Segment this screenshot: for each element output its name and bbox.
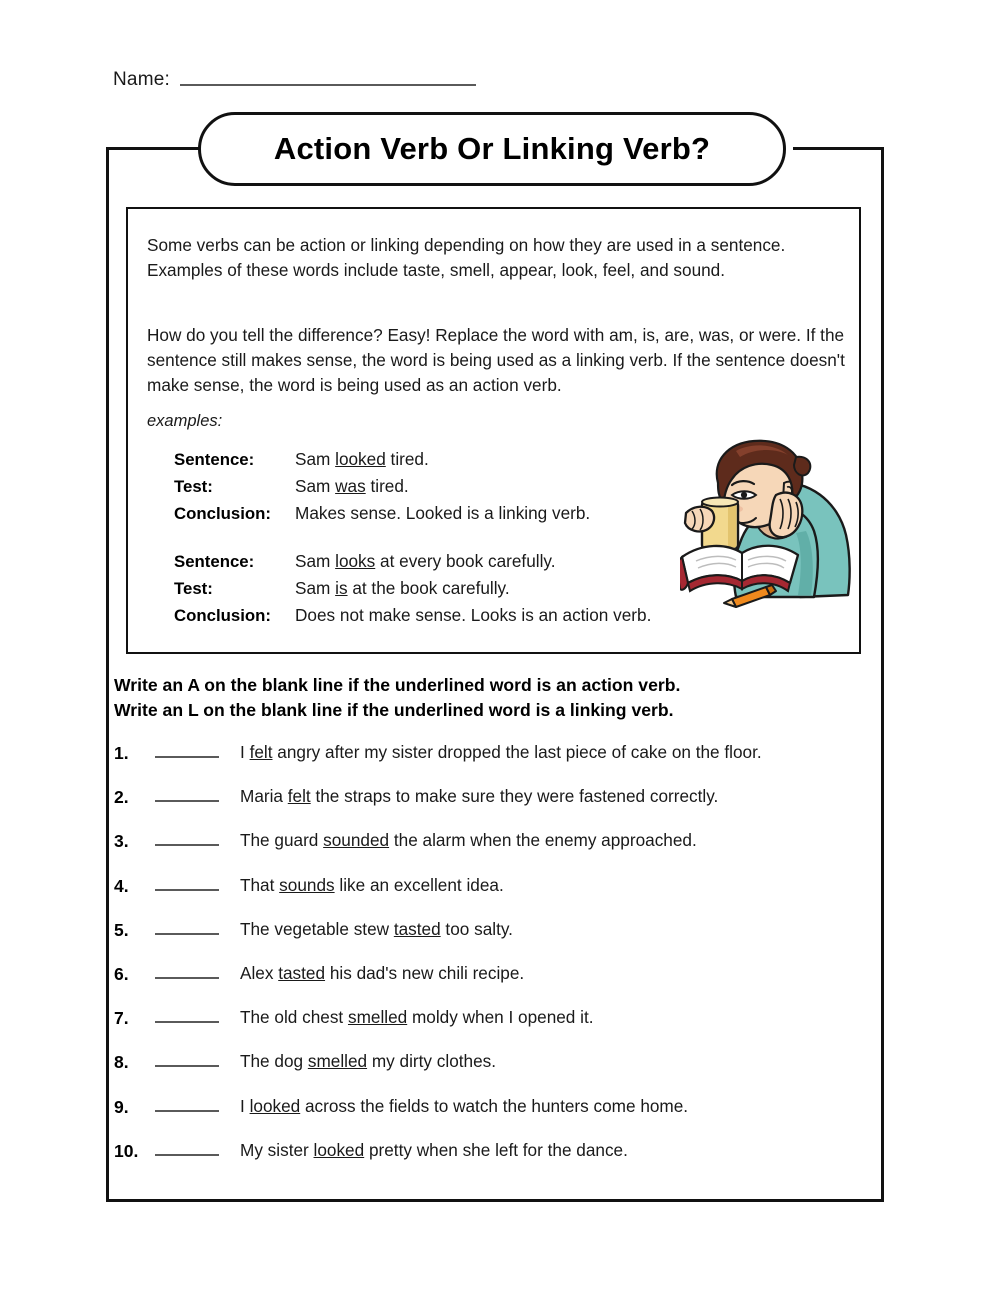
question-text: The dog smelled my dirty clothes. bbox=[240, 1051, 497, 1072]
question-number: 2. bbox=[114, 787, 129, 808]
example-conclusion-value: Makes sense. Looked is a linking verb. bbox=[295, 503, 591, 523]
example-conclusion-label: Conclusion: bbox=[174, 504, 271, 523]
question-text: That sounds like an excellent idea. bbox=[240, 874, 504, 895]
intro-paragraph-2: How do you tell the difference? Easy! Replace the word with am, is, are, was, or were. If the sentence still makes sense, the word is being used as a linking verb. If the sentence doesn't make sense, the word is being used as an action verb. bbox=[147, 325, 845, 395]
examples-label: examples: bbox=[147, 412, 223, 430]
question-row bbox=[114, 919, 884, 963]
question-text: The guard sounded the alarm when the enemy approached. bbox=[240, 830, 697, 851]
question-number: 4. bbox=[114, 875, 129, 896]
question-answer-blank[interactable] bbox=[155, 919, 219, 935]
question-answer-blank[interactable] bbox=[155, 830, 219, 846]
question-row bbox=[114, 963, 884, 1007]
example-test-value: Sam is at the book carefully. bbox=[295, 578, 510, 598]
question-number: 3. bbox=[114, 831, 129, 852]
name-row bbox=[113, 70, 476, 89]
example-sentence-row bbox=[174, 449, 590, 476]
question-answer-blank[interactable] bbox=[155, 786, 219, 802]
name-blank-line[interactable] bbox=[180, 84, 476, 86]
example-sentence-row bbox=[174, 551, 651, 578]
question-text: The vegetable stew tasted too salty. bbox=[240, 918, 513, 939]
question-list bbox=[114, 742, 884, 1184]
worksheet-title-banner bbox=[198, 112, 786, 186]
name-label: Name: bbox=[113, 69, 170, 90]
example-sentence-label: Sentence: bbox=[174, 450, 255, 469]
question-text: I looked across the fields to watch the hunters come home. bbox=[240, 1095, 689, 1116]
question-answer-blank[interactable] bbox=[155, 1096, 219, 1112]
question-number: 10. bbox=[114, 1140, 139, 1161]
question-row bbox=[114, 1051, 884, 1095]
example-test-label: Test: bbox=[174, 579, 213, 598]
question-number: 5. bbox=[114, 919, 129, 940]
example-test-value: Sam was tired. bbox=[295, 476, 409, 496]
question-number: 1. bbox=[114, 743, 129, 763]
example-test-row bbox=[174, 476, 590, 503]
question-text: My sister looked pretty when she left for the dance. bbox=[240, 1139, 628, 1160]
example-conclusion-label: Conclusion: bbox=[174, 606, 271, 625]
question-text: The old chest smelled moldy when I opened it. bbox=[240, 1007, 594, 1028]
question-answer-blank[interactable] bbox=[155, 1140, 219, 1156]
direction-line-linking: Write an L on the blank line if the underlined word is a linking verb. bbox=[114, 700, 674, 720]
question-text: Alex tasted his dad's new chili recipe. bbox=[240, 962, 525, 983]
example-test-label: Test: bbox=[174, 477, 213, 496]
example-test-row bbox=[174, 578, 651, 605]
question-text: I felt angry after my sister dropped the last piece of cake on the floor. bbox=[240, 742, 762, 762]
question-row bbox=[114, 875, 884, 919]
example-conclusion-row bbox=[174, 503, 590, 530]
instruction-box bbox=[126, 207, 861, 654]
example-group-2 bbox=[174, 551, 651, 632]
example-sentence-value: Sam looked tired. bbox=[295, 449, 429, 469]
example-group-1 bbox=[174, 449, 590, 530]
question-number: 7. bbox=[114, 1008, 129, 1029]
example-conclusion-row bbox=[174, 605, 651, 632]
example-sentence-label: Sentence: bbox=[174, 552, 255, 571]
question-answer-blank[interactable] bbox=[155, 742, 219, 758]
student-reading-with-mug-illustration bbox=[680, 439, 858, 611]
question-row bbox=[114, 742, 884, 786]
page-title: Action Verb Or Linking Verb? bbox=[273, 131, 711, 166]
question-row bbox=[114, 1007, 884, 1051]
direction-line-action: Write an A on the blank line if the underlined word is an action verb. bbox=[114, 675, 681, 695]
question-row bbox=[114, 830, 884, 874]
example-sentence-value: Sam looks at every book carefully. bbox=[295, 551, 556, 571]
question-answer-blank[interactable] bbox=[155, 875, 219, 891]
question-answer-blank[interactable] bbox=[155, 1007, 219, 1023]
question-answer-blank[interactable] bbox=[155, 1051, 219, 1067]
question-row bbox=[114, 1140, 884, 1184]
question-number: 6. bbox=[114, 963, 129, 984]
example-conclusion-value: Does not make sense. Looks is an action verb. bbox=[295, 605, 652, 625]
intro-paragraph-1: Some verbs can be action or linking depending on how they are used in a sentence. Examples of these words include taste, smell, appear, look, feel, and sound. bbox=[147, 235, 786, 280]
question-text: Maria felt the straps to make sure they were fastened correctly. bbox=[240, 786, 719, 807]
question-number: 8. bbox=[114, 1052, 129, 1073]
question-number: 9. bbox=[114, 1096, 129, 1117]
question-answer-blank[interactable] bbox=[155, 963, 219, 979]
question-row bbox=[114, 1096, 884, 1140]
question-row bbox=[114, 786, 884, 830]
directions-block bbox=[114, 673, 874, 723]
